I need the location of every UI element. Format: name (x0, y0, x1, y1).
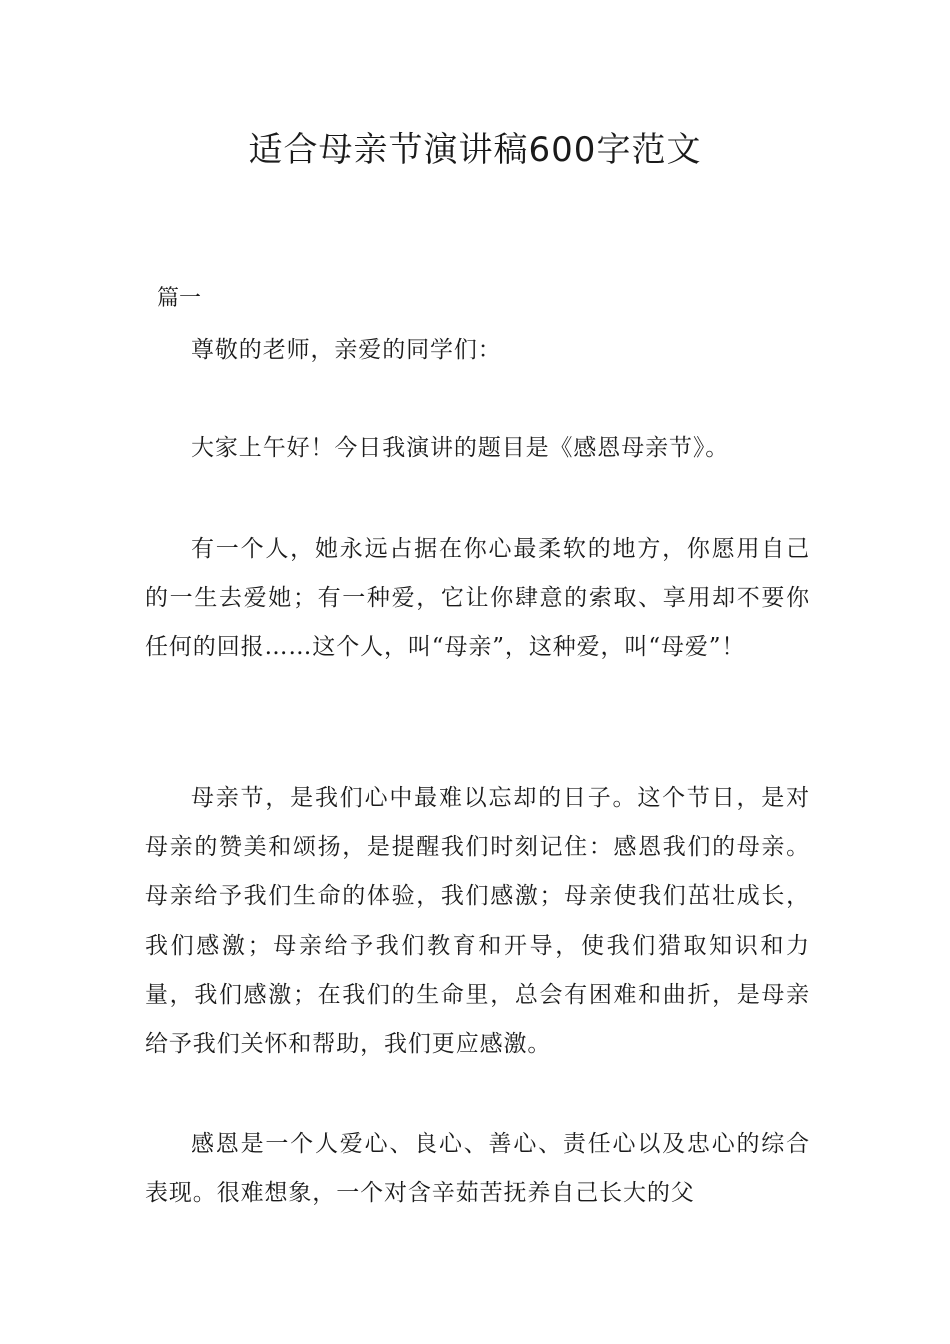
paragraph-body: 感恩是一个人爱心、良心、善心、责任心以及忠心的综合表现。很难想象，一个对含辛茹苦抚养自己长大的父 (145, 1131, 810, 1207)
paragraph-body: 母亲节，是我们心中最难以忘却的日子。这个节日，是对母亲的赞美和颂扬，是提醒我们时刻记住：感恩我们的母亲。母亲给予我们生命的体验，我们感激；母亲使我们茁壮成长，我们感激；母亲给予我们教育和开导，使我们猎取知识和力量，我们感激；在我们的生命里，总会有困难和曲折，是母亲给予我们关怀和帮助，我们更应感激。 (145, 785, 810, 1058)
paragraph-greeting: 尊敬的老师，亲爱的同学们： (191, 337, 502, 363)
document-title: 适合母亲节演讲稿600字范文 (248, 130, 702, 170)
section-label: 篇一 (157, 286, 202, 311)
paragraph-body: 有一个人，她永远占据在你心最柔软的地方，你愿用自己的一生去爱她；有一种爱，它让你肆意的索取、享用却不要你任何的回报……这个人，叫“母亲”，这种爱，叫“母爱”！ (145, 536, 810, 661)
paragraph-opening: 大家上午好！今日我演讲的题目是《感恩母亲节》。 (191, 435, 730, 461)
